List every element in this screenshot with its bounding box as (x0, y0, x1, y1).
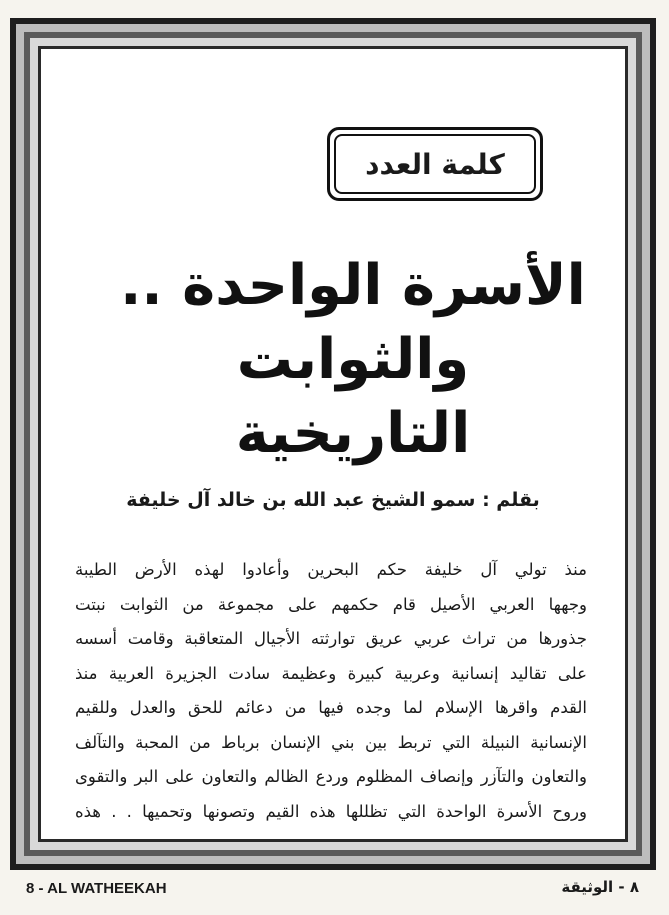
footer-page-label-english: 8 - AL WATHEEKAH (26, 880, 167, 897)
badge-label: كلمة العدد (334, 134, 536, 194)
article-title (117, 249, 589, 471)
title-line-2: والثوابت التاريخية (235, 327, 471, 466)
article-content (57, 61, 609, 827)
article-body (75, 553, 587, 829)
issue-word-badge (327, 127, 543, 201)
body-line: منذ تولي آل خليفة حكم البحرين وأعادوا لهذه الأرض الطيبة (75, 560, 587, 579)
title-line-1: الأسرة الواحدة .. (120, 253, 586, 318)
body-line: وروح الأسرة الواحدة التي تظللها هذه القيم وتصونها وتحميها . . هذه (75, 801, 587, 821)
frame-middle-border (24, 32, 642, 856)
footer-page-label-arabic: ٨ - الوثيقة (561, 878, 639, 896)
frame-inner-border (38, 46, 628, 842)
body-line: القدم واقرها الإسلام لما وجده فيها من دعائم للحق والعدل وللقيم (75, 698, 587, 717)
body-line: وجهها العربي الأصيل قام حكمهم على مجموعة من الثوابت نبتت (75, 594, 587, 614)
author-byline: بقلم : سمو الشيخ عبد الله بن خالد آل خليفة (126, 489, 540, 511)
body-line: جذورها من تراث عربي عريق توارثته الأجيال المتعاقبة وقامت أسسه (75, 629, 587, 648)
body-line: والتعاون والتآزر وإنصاف المظلوم وردع الظالم والتعاون على البر والتقوى (75, 767, 587, 786)
body-line: الإنسانية النبيلة التي تربط بين بني الإنسان برباط من المحبة والتآلف (75, 732, 587, 752)
body-line: على تقاليد إنسانية وعربية كبيرة وعظيمة سادت الجزيرة العربية منذ (75, 663, 587, 683)
page-frame (10, 18, 656, 870)
